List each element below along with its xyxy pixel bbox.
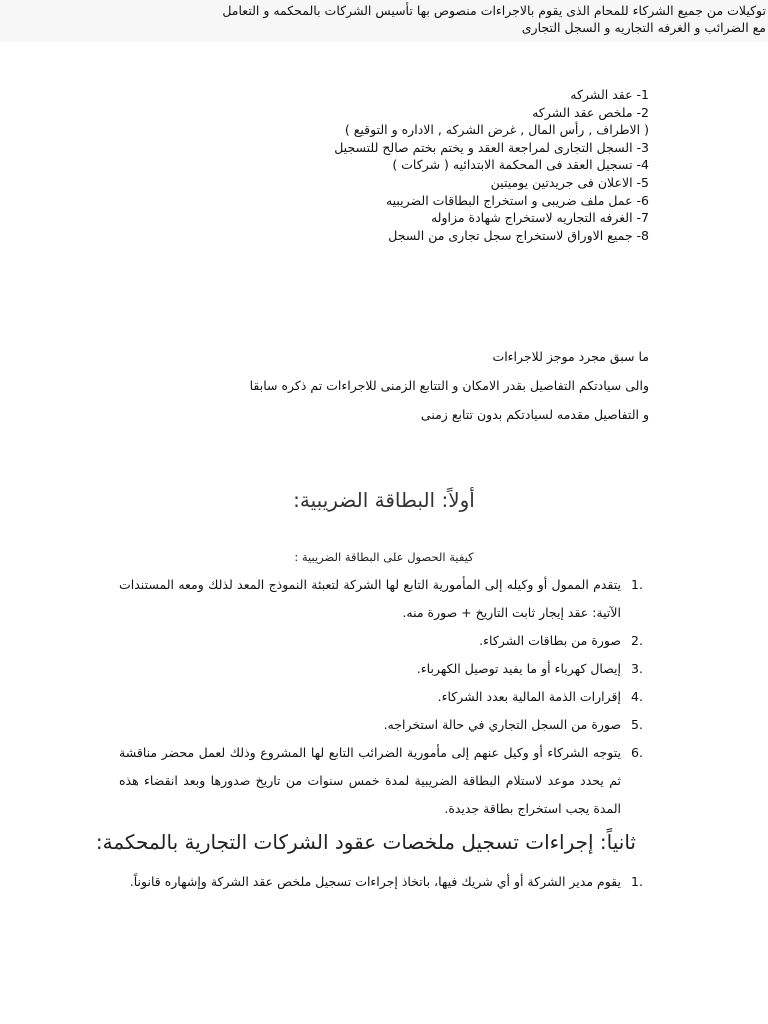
- tax-card-steps: [119, 571, 649, 823]
- list-item: 5- الاعلان فى جريدتين يوميتين: [490, 174, 649, 190]
- list-item: 3- السجل التجارى لمراجعة العقد و يختم بختم صالح للتسجيل: [334, 139, 649, 155]
- item-number: 6.: [631, 745, 643, 760]
- item-number: 1.: [631, 874, 643, 889]
- item-text: يتوجه الشركاء أو وكيل عنهم إلى مأمورية الضرائب التابع لها المشروع وذلك لعمل محضر مناقشة ثم يحدد موعد لاستلام البطاقة الضريبية لمدة خمس سنوات من تاريخ صدورها وبعد انقضاء هذه المدة يجب استخراج بطاقة جديدة.: [119, 745, 621, 816]
- list-item: [119, 627, 649, 655]
- list-item: [119, 571, 649, 627]
- agency-note-line: توكيلات من جميع الشركاء للمحام الذى يقوم بالاجراءات منصوص بها تأسيس الشركات بالمحكمه و التعامل: [222, 3, 766, 18]
- section-heading-tax-card: أولاً: البطاقة الضريبية:: [293, 488, 475, 512]
- list-item: [119, 868, 649, 896]
- list-item: 1- عقد الشركه: [570, 87, 649, 102]
- agency-note-line: مع الضرائب و الغرفه التجاريه و السجل التجارى: [521, 20, 766, 35]
- list-item: [119, 683, 649, 711]
- summary-line: والى سيادتكم التفاصيل بقدر الامكان و التتابع الزمنى للاجراءات تم ذكره سابقا: [249, 378, 649, 393]
- item-text: يتقدم الممول أو وكيله إلى المأمورية التابع لها الشركة لتعبئة النموذج المعد لذلك ومعه المستندات الآتية: عقد إيجار ثابت التاريخ + صورة منه.: [119, 577, 621, 620]
- item-number: 4.: [631, 689, 643, 704]
- list-item: 7- الغرفه التجاريه لاستخراج شهادة مزاوله: [430, 210, 649, 226]
- list-item: 4- تسجيل العقد فى المحكمة الابتدائيه ( شركات ): [392, 157, 649, 173]
- section-subheading: كيفية الحصول على البطاقة الضريبية :: [294, 550, 474, 564]
- agency-note: [0, 0, 768, 42]
- item-text: إقرارات الذمة المالية بعدد الشركاء.: [437, 689, 621, 704]
- item-text: إيصال كهرباء أو ما يفيد توصيل الكهرباء.: [416, 661, 621, 676]
- list-item: ( الاطراف , رأس المال , غرض الشركه , الاداره و التوقيع ): [344, 122, 649, 138]
- item-number: 2.: [631, 633, 643, 648]
- summary-paragraph: [250, 349, 649, 436]
- item-number: 3.: [631, 661, 643, 676]
- list-item: [119, 739, 649, 823]
- summary-line: و التفاصيل مقدمه لسيادتكم بدون تتابع زمنى: [420, 407, 649, 422]
- list-item: [119, 655, 649, 683]
- list-item: 6- عمل ملف ضريبى و استخراج البطاقات الضريبيه: [385, 192, 649, 208]
- list-item: 8- جميع الاوراق لاستخراج سجل تجارى من السجل: [388, 227, 649, 243]
- item-text: صورة من بطاقات الشركاء.: [479, 633, 621, 648]
- list-item: [119, 711, 649, 739]
- court-registration-steps: [119, 868, 649, 896]
- item-number: 5.: [631, 717, 643, 732]
- list-item: 2- ملخص عقد الشركه: [532, 104, 649, 120]
- summary-line: ما سبق مجرد موجز للاجراءات: [492, 349, 649, 364]
- item-text: صورة من السجل التجاري في حالة استخراجه.: [383, 717, 621, 732]
- section-heading-court-registration: ثانياً: إجراءات تسجيل ملخصات عقود الشركات التجارية بالمحكمة:: [95, 830, 636, 854]
- item-text: يقوم مدير الشركة أو أي شريك فيها، باتخاذ إجراءات تسجيل ملخص عقد الشركة وإشهاره قانوناً.: [129, 874, 621, 889]
- item-number: 1.: [631, 577, 643, 592]
- procedures-list: [334, 86, 649, 244]
